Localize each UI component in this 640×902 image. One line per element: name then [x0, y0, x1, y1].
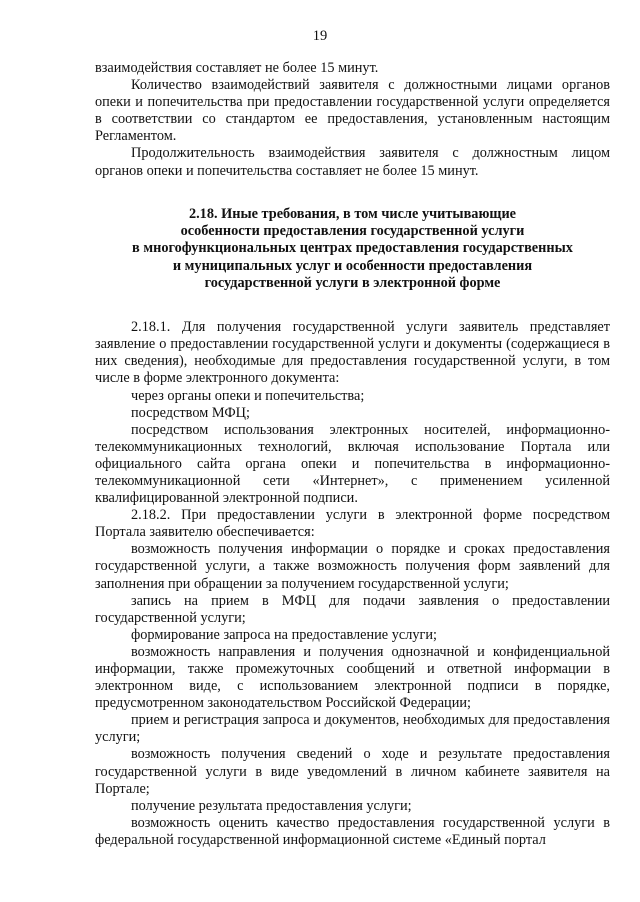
page-number: 19 — [312, 28, 328, 44]
paragraph: возможность направления и получения однозначной и конфиденциальной информации, также промежуточных сообщений и ответной информации в электронном виде, с использованием электронной подписи в порядке, предусмотренном законодательством Российской Федерации; — [95, 643, 610, 712]
section-heading — [95, 206, 610, 292]
heading-line: государственной услуги в электронной форме — [204, 274, 501, 291]
paragraph: формирование запроса на предоставление услуги; — [131, 626, 437, 643]
paragraph: взаимодействия составляет не более 15 минут. — [95, 60, 379, 76]
paragraph: возможность получения информации о порядке и сроках предоставления государственной услуги, а также возможность получения форм заявлений для заполнения при обращении за получением государственной услуги; — [95, 541, 610, 592]
paragraph: прием и регистрация запроса и документов, необходимых для предоставления услуги; — [95, 712, 610, 746]
paragraph: через органы опеки и попечительства; — [131, 387, 365, 404]
paragraph: 2.18.1. Для получения государственной услуги заявитель представляет заявление о предоставлении государственной услуги и документы (содержащиеся в них сведения), необходимые для предоставления государственной услуги, в том числе в форме электронного документа: — [95, 319, 610, 387]
paragraph: 2.18.2. При предоставлении услуги в электронной форме посредством Портала заявителю обеспечивается: — [95, 507, 610, 541]
paragraph: получение результата предоставления услуги; — [131, 797, 412, 814]
paragraph: посредством МФЦ; — [131, 404, 250, 421]
paragraph: посредством использования электронных носителей, информационно-телекоммуникационных технологий, включая использование Портала или официального сайта органа опеки и попечительства в информационно-телекоммуникационной сети «Интернет», с применением усиленной квалифицированной электронной подписи. — [95, 421, 610, 507]
section-paragraphs — [95, 319, 610, 849]
heading-line: в многофункциональных центрах предоставления государственных — [132, 240, 573, 257]
paragraph: возможность оценить качество предоставления государственной услуги в федеральной государственной информационной системе «Единый портал — [95, 814, 610, 848]
document-body — [95, 60, 610, 849]
paragraph: запись на прием в МФЦ для подачи заявления о предоставлении государственной услуги; — [95, 592, 610, 626]
paragraph: Количество взаимодействий заявителя с должностными лицами органов опеки и попечительства при предоставлении государственной услуги определяется в соответствии со стандартом ее предоставления, установленным настоящим Регламентом. — [95, 77, 610, 145]
heading-line: и муниципальных услуг и особенности предоставления — [172, 257, 533, 274]
paragraph: Продолжительность взаимодействия заявителя с должностным лицом органов опеки и попечительства составляет не более 15 минут. — [95, 145, 610, 179]
heading-line: особенности предоставления государственной услуги — [180, 222, 525, 239]
intro-paragraphs — [95, 60, 610, 180]
paragraph: возможность получения сведений о ходе и результате предоставления государственной услуги в виде уведомлений в личном кабинете заявителя на Портале; — [95, 746, 610, 797]
heading-line: 2.18. Иные требования, в том числе учитывающие — [188, 205, 517, 222]
